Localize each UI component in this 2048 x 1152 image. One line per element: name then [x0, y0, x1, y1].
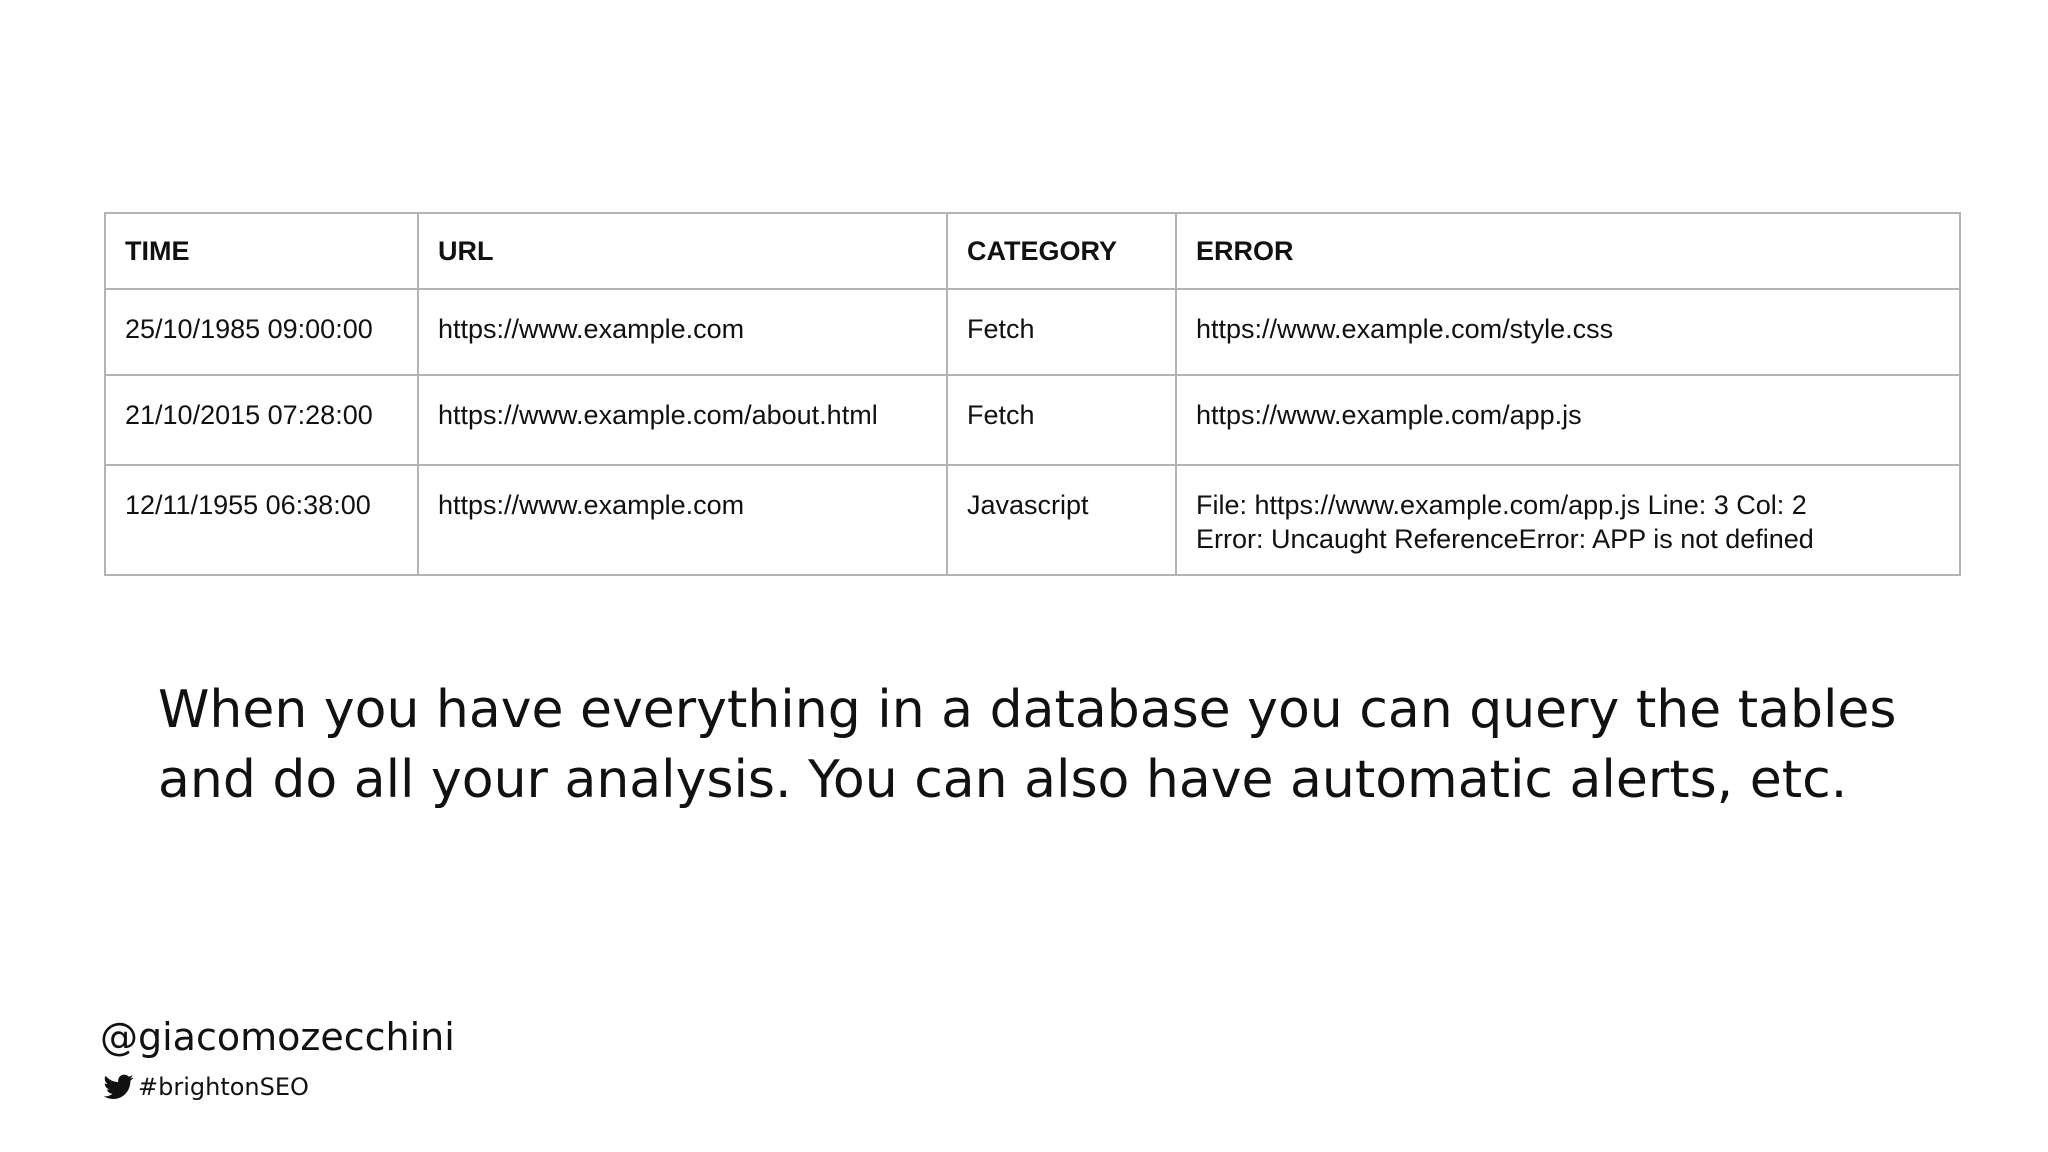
cell-url: https://www.example.com: [418, 465, 947, 575]
cell-category: Javascript: [947, 465, 1176, 575]
twitter-bird-icon: [104, 1074, 134, 1100]
cell-error: [1176, 375, 1960, 465]
column-header-error: ERROR: [1176, 213, 1960, 289]
cell-category: Fetch: [947, 375, 1176, 465]
column-header-time: TIME: [105, 213, 418, 289]
caption-line-1: When you have everything in a database you can query the tables: [158, 680, 1897, 740]
column-header-url: URL: [418, 213, 947, 289]
hashtag-row: [104, 1070, 309, 1104]
caption-line-2: and do all your analysis. You can also have automatic alerts, etc.: [158, 750, 1848, 810]
table-row: [105, 465, 1960, 575]
table-row: [105, 289, 1960, 375]
cell-time: 12/11/1955 06:38:00: [105, 465, 418, 575]
cell-url: https://www.example.com/about.html: [418, 375, 947, 465]
cell-error: [1176, 289, 1960, 375]
event-hashtag: #brightonSEO: [138, 1073, 309, 1101]
author-handle: @giacomozecchini: [100, 1015, 455, 1059]
column-header-category: CATEGORY: [947, 213, 1176, 289]
table-row: [105, 375, 1960, 465]
cell-time: 21/10/2015 07:28:00: [105, 375, 418, 465]
error-line-2: Error: Uncaught ReferenceError: APP is not defined: [1196, 524, 1814, 554]
cell-url: https://www.example.com: [418, 289, 947, 375]
cell-time: 25/10/1985 09:00:00: [105, 289, 418, 375]
error-line-1: File: https://www.example.com/app.js Line: 3 Col: 2: [1196, 490, 1807, 520]
error-line-1: https://www.example.com/app.js: [1196, 400, 1582, 430]
cell-error: [1176, 465, 1960, 575]
cell-category: Fetch: [947, 289, 1176, 375]
table-header-row: [105, 213, 1960, 289]
error-line-1: https://www.example.com/style.css: [1196, 314, 1614, 344]
error-log-table: [104, 212, 1961, 576]
slide-caption: [158, 675, 1958, 815]
